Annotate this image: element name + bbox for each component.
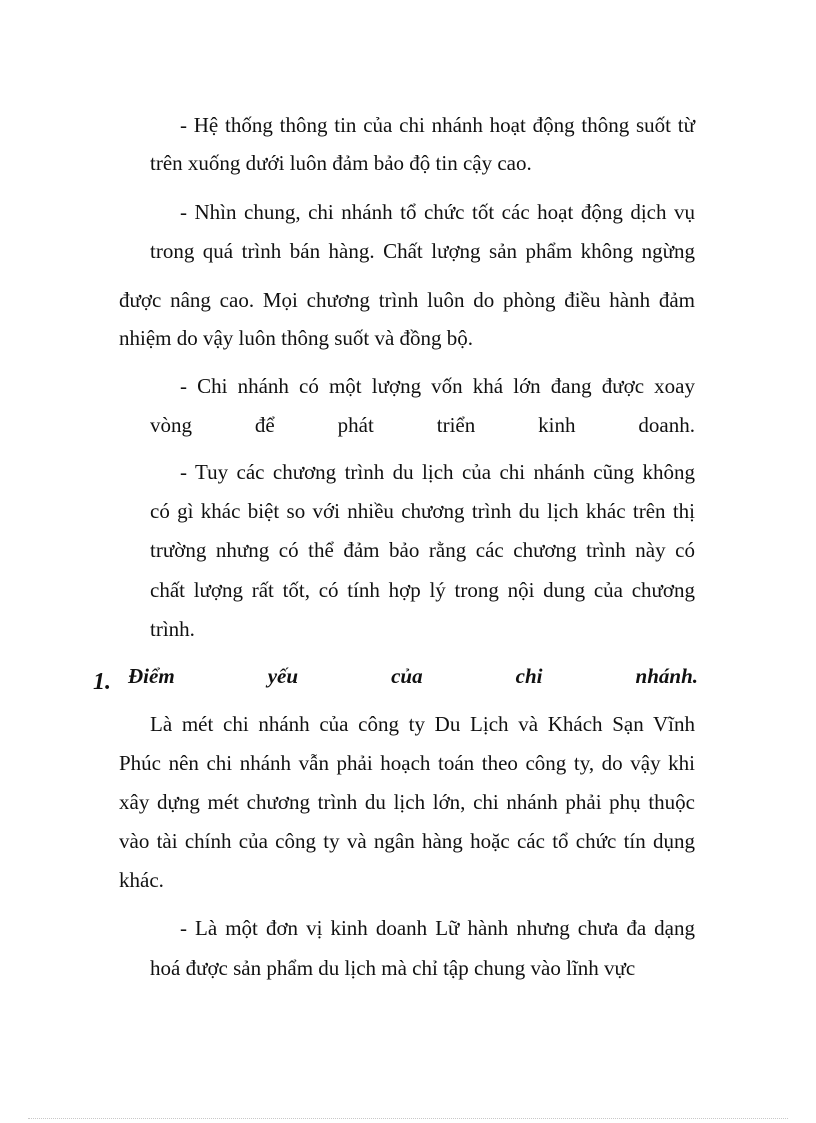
para4-line4: chất lượng rất tốt, có tính hợp lý trong nội dung của chương [150, 578, 695, 602]
para4-line2: có gì khác biệt so với nhiều chương trình du lịch khác trên thị [150, 499, 695, 523]
section-heading: Điểm yếu của chi nhánh. [128, 664, 698, 688]
para6-line1: - Là một đơn vị kinh doanh Lữ hành nhưng chưa đa dạng [180, 916, 695, 940]
para3-line2: vòng để phát triển kinh doanh. [150, 413, 695, 437]
para5-line2: Phúc nên chi nhánh vẫn phải hoạch toán theo công ty, do vậy khi [119, 751, 695, 775]
section-number: 1. [93, 669, 111, 695]
para5-line3: xây dựng mét chương trình du lịch lớn, chi nhánh phải phụ thuộc [119, 790, 695, 814]
para6-line2: hoá được sản phẩm du lịch mà chỉ tập chung vào lĩnh vực [150, 956, 636, 980]
para5-line1: Là mét chi nhánh của công ty Du Lịch và Khách Sạn Vĩnh [150, 712, 695, 736]
para4-line3: trường nhưng có thể đảm bảo rằng các chương trình này có [150, 538, 695, 562]
para5-line5: khác. [119, 868, 164, 892]
para3-line1: - Chi nhánh có một lượng vốn khá lớn đang được xoay [180, 374, 695, 398]
para1-line1: - Hệ thống thông tin của chi nhánh hoạt động thông suốt từ [180, 113, 695, 137]
para2-line3: được nâng cao. Mọi chương trình luôn do phòng điều hành đảm [119, 288, 695, 312]
para2-line1: - Nhìn chung, chi nhánh tổ chức tốt các hoạt động dịch vụ [180, 200, 695, 224]
page-bottom-edge [28, 1118, 788, 1119]
para2-line2: trong quá trình bán hàng. Chất lượng sản phẩm không ngừng [150, 239, 695, 263]
para2-line4: nhiệm do vậy luôn thông suốt và đồng bộ. [119, 326, 474, 350]
para4-line5: trình. [150, 617, 195, 641]
para5-line4: vào tài chính của công ty và ngân hàng hoặc các tổ chức tín dụng [119, 829, 695, 853]
para4-line1: - Tuy các chương trình du lịch của chi nhánh cũng không [180, 460, 695, 484]
para1-line2: trên xuống dưới luôn đảm bảo độ tin cậy cao. [150, 151, 532, 175]
